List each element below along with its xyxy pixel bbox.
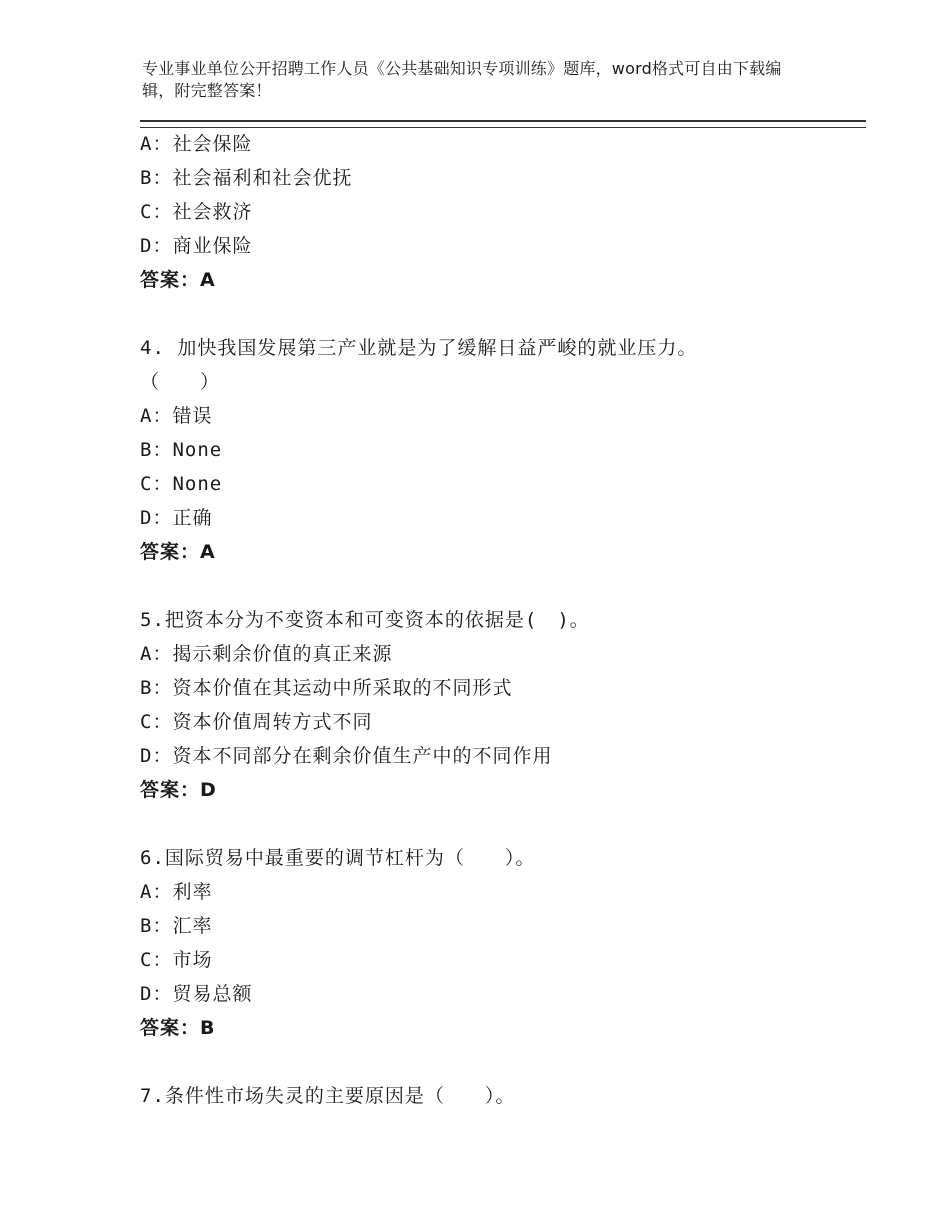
question-3-continued	[140, 127, 870, 297]
answer-label: 答案：D	[140, 779, 217, 801]
question-stem: 4. 加快我国发展第三产业就是为了缓解日益严峻的就业压力。	[140, 337, 698, 359]
answer-label: 答案：A	[140, 541, 216, 563]
answer-label: 答案：A	[140, 269, 216, 291]
option-a: A：利率	[140, 881, 213, 903]
option-d: D：资本不同部分在剩余价值生产中的不同作用	[140, 745, 553, 767]
question-list	[140, 127, 870, 1113]
option-b: B：社会福利和社会优抚	[140, 167, 353, 189]
question-7	[140, 1079, 870, 1113]
option-c: C：资本价值周转方式不同	[140, 711, 373, 733]
option-b: B：汇率	[140, 915, 213, 937]
question-stem: 6.国际贸易中最重要的调节杠杆为（ ）。	[140, 847, 536, 869]
question-stem: 5.把资本分为不变资本和可变资本的依据是( )。	[140, 609, 590, 631]
option-d: D：商业保险	[140, 235, 253, 257]
option-d: D：贸易总额	[140, 983, 253, 1005]
option-a: A：社会保险	[140, 133, 253, 155]
option-a: A：揭示剩余价值的真正来源	[140, 643, 393, 665]
option-a: A：错误	[140, 405, 213, 427]
question-stem-blank: （ ）	[140, 371, 221, 393]
option-c: C：None	[140, 473, 223, 495]
answer-label: 答案：B	[140, 1017, 216, 1039]
option-c: C：市场	[140, 949, 213, 971]
option-b: B：None	[140, 439, 223, 461]
option-c: C：社会救济	[140, 201, 253, 223]
document-header: 专业事业单位公开招聘工作人员《公共基础知识专项训练》题库，word格式可自由下载编辑，附完整答案！	[142, 59, 782, 100]
question-5	[140, 603, 870, 807]
question-4	[140, 331, 870, 569]
question-6	[140, 841, 870, 1045]
question-stem: 7.条件性市场失灵的主要原因是（ ）。	[140, 1085, 516, 1107]
option-d: D：正确	[140, 507, 213, 529]
option-b: B：资本价值在其运动中所采取的不同形式	[140, 677, 513, 699]
